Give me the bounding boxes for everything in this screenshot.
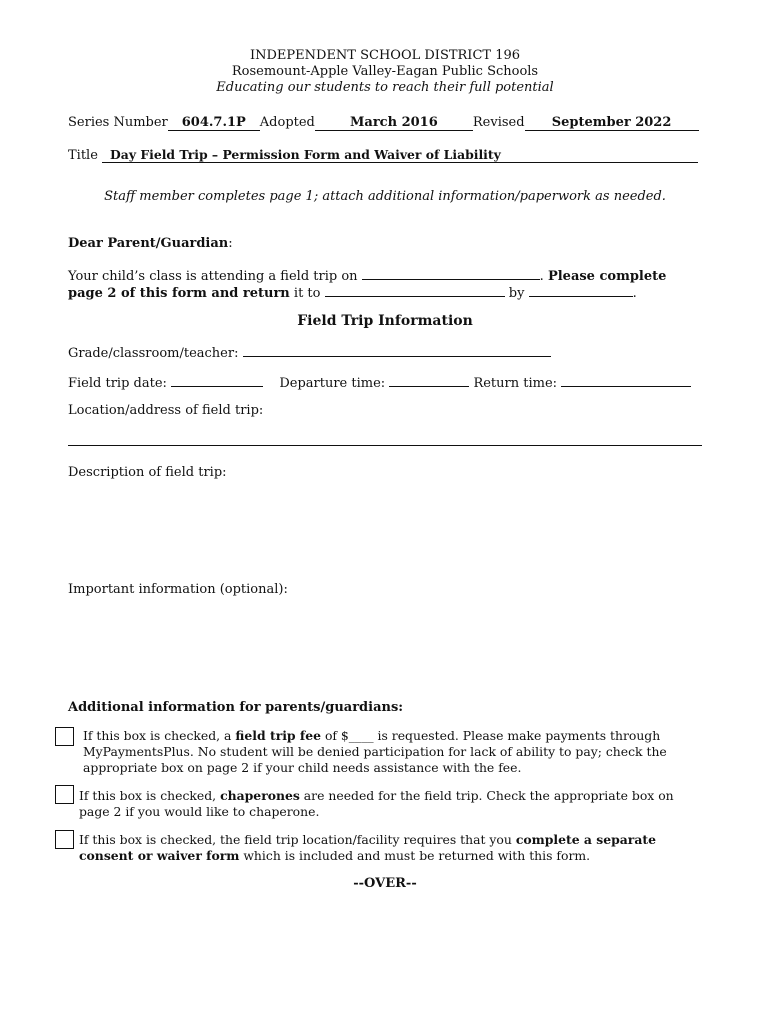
departure-label: Departure time: — [279, 376, 386, 391]
location-input-line[interactable] — [68, 445, 702, 446]
staff-note: Staff member completes page 1; attach additional information/paperwork as needed. — [104, 189, 666, 204]
grade-row — [68, 343, 551, 361]
date-input[interactable] — [171, 373, 263, 387]
field-trip-date-blank[interactable] — [362, 266, 540, 280]
letter-line-1 — [68, 266, 666, 284]
series-line — [68, 115, 699, 131]
chaperone-item-text — [79, 788, 703, 820]
district-name: INDEPENDENT SCHOOL DISTRICT 196 — [249, 48, 521, 63]
title-label: Title — [68, 148, 98, 163]
chaperone-item-bold: chaperones — [220, 788, 300, 803]
times-row — [68, 373, 691, 391]
letter-line2-period: . — [632, 286, 637, 301]
series-label: Series Number — [68, 115, 168, 130]
fee-item-bold: field trip fee — [235, 728, 321, 743]
consent-item-bold: complete a separate consent or waiver form — [79, 832, 656, 863]
chaperone-checkbox[interactable] — [55, 785, 74, 804]
over-indicator: --OVER-- — [353, 876, 417, 891]
location-label: Location/address of field trip: — [68, 403, 264, 418]
revised-label: Revised — [472, 115, 525, 130]
title-line — [68, 148, 698, 163]
fee-item-text — [83, 728, 683, 776]
date-label: Field trip date: — [68, 376, 167, 391]
fee-item-pre: If this box is checked, a — [83, 728, 236, 743]
letter-line-2 — [68, 283, 637, 301]
return-input[interactable] — [561, 373, 691, 387]
salutation — [68, 236, 233, 251]
field-trip-info-heading: Field Trip Information — [297, 313, 473, 329]
departure-input[interactable] — [389, 373, 469, 387]
return-label: Return time: — [473, 376, 558, 391]
letter-line2-by: by — [508, 286, 525, 301]
salutation-text: Dear Parent/Guardian — [68, 236, 229, 251]
additional-heading: Additional information for parents/guardians: — [68, 700, 404, 715]
letter-line1-period: . — [539, 269, 544, 284]
important-label: Important information (optional): — [68, 582, 288, 597]
description-label: Description of field trip: — [68, 465, 227, 480]
consent-item-pre: If this box is checked, the field trip location/facility requires that you — [79, 832, 516, 847]
grade-label: Grade/classroom/teacher: — [68, 346, 239, 361]
chaperone-item-pre: If this box is checked, — [79, 788, 221, 803]
fee-checkbox[interactable] — [55, 727, 74, 746]
consent-form-checkbox[interactable] — [55, 830, 74, 849]
consent-item-text — [79, 832, 703, 864]
schools-name: Rosemount-Apple Valley-Eagan Public Schools — [231, 64, 539, 79]
series-value: 604.7.1P — [168, 116, 260, 131]
adopted-value: March 2016 — [315, 116, 473, 131]
letter-line2-to: it to — [293, 286, 321, 301]
return-by-blank[interactable] — [529, 283, 633, 297]
letter-line1-bold: Please complete — [547, 269, 667, 284]
letter-line1-text: Your child’s class is attending a field trip on — [68, 269, 358, 284]
grade-input[interactable] — [243, 343, 551, 357]
return-to-blank[interactable] — [325, 283, 505, 297]
title-value: Day Field Trip – Permission Form and Waiver of Liability — [102, 148, 698, 163]
district-tagline: Educating our students to reach their full potential — [216, 80, 554, 95]
fee-item-post: of $____ is requested. Please make payments through MyPaymentsPlus. No student will be denied participation for lack of ability to pay; check the appropriate box on page 2 if your child needs assistance with the fee. — [83, 728, 667, 775]
salutation-colon: : — [228, 236, 233, 251]
revised-value: September 2022 — [525, 116, 699, 131]
adopted-label: Adopted — [259, 115, 315, 130]
chaperone-item-post: are needed for the field trip. Check the appropriate box on page 2 if you would like to chaperone. — [79, 788, 674, 819]
consent-item-post: which is included and must be returned with this form. — [239, 848, 591, 863]
letter-line2-bold: page 2 of this form and return — [68, 286, 290, 301]
